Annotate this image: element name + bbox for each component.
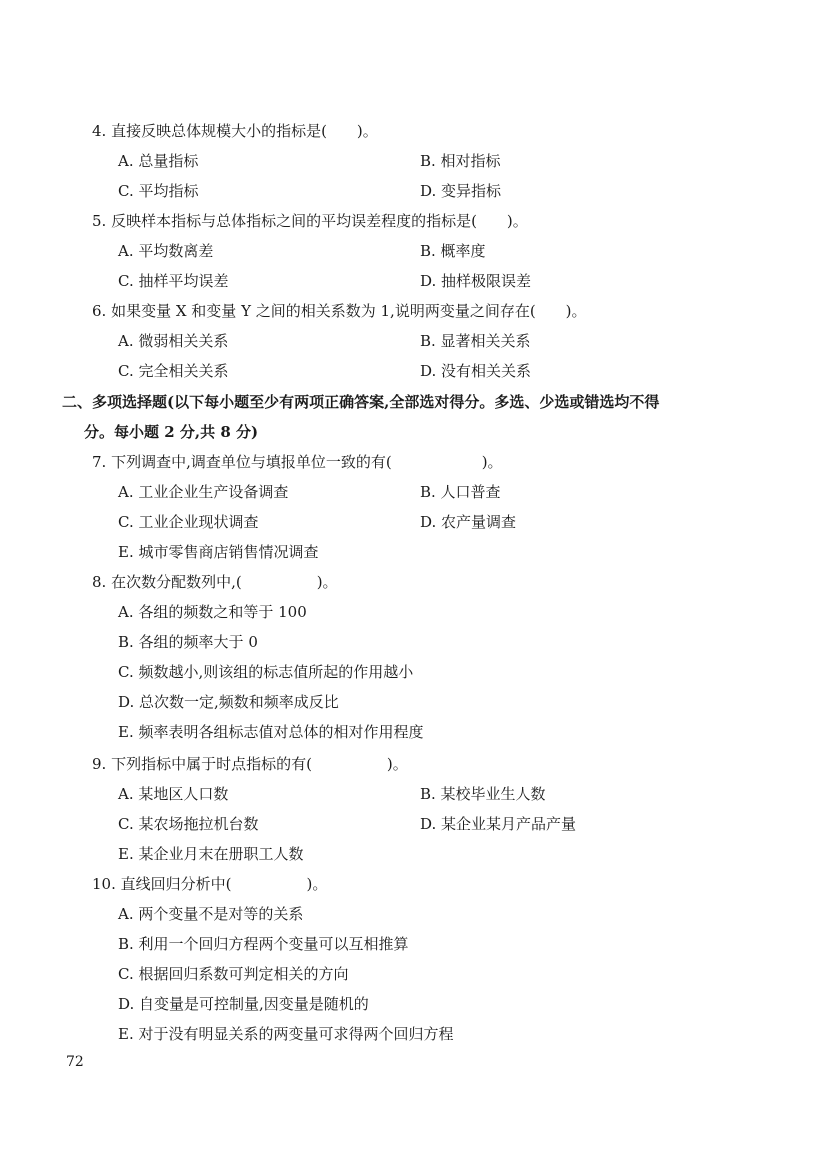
question-9-option-b: B. 某校毕业生人数 <box>420 785 546 803</box>
question-5-stem: 5. 反映样本指标与总体指标之间的平均误差程度的指标是( )。 <box>92 212 528 230</box>
question-10-option-c: C. 根据回归系数可判定相关的方向 <box>118 965 349 983</box>
question-6-option-b: B. 显著相关关系 <box>420 332 531 350</box>
question-8-stem: 8. 在次数分配数列中,( )。 <box>92 573 338 591</box>
question-10-option-b: B. 利用一个回归方程两个变量可以互相推算 <box>118 935 409 953</box>
question-10-stem: 10. 直线回归分析中( )。 <box>92 875 328 893</box>
question-10-option-a: A. 两个变量不是对等的关系 <box>118 905 304 923</box>
question-8-option-c: C. 频数越小,则该组的标志值所起的作用越小 <box>118 663 414 681</box>
section-2-title: 二、多项选择题(以下每小题至少有两项正确答案,全部选对得分。多选、少选或错选均不得 <box>62 393 660 411</box>
question-10-option-d: D. 自变量是可控制量,因变量是随机的 <box>118 995 369 1013</box>
question-7-option-d: D. 农产量调查 <box>420 513 517 531</box>
question-7-option-a: A. 工业企业生产设备调查 <box>118 483 289 501</box>
question-5-option-d: D. 抽样极限误差 <box>420 272 532 290</box>
question-4-option-a: A. 总量指标 <box>118 152 199 170</box>
question-9-stem: 9. 下列指标中属于时点指标的有( )。 <box>92 755 408 773</box>
question-8-option-a: A. 各组的频数之和等于 100 <box>118 603 307 621</box>
question-9-option-a: A. 某地区人口数 <box>118 785 229 803</box>
section-2-title-cont: 分。每小题 2 分,共 8 分) <box>84 423 259 441</box>
question-7-option-c: C. 工业企业现状调查 <box>118 513 259 531</box>
question-5-option-a: A. 平均数离差 <box>118 242 214 260</box>
question-7-option-b: B. 人口普查 <box>420 483 501 501</box>
question-4-option-d: D. 变异指标 <box>420 182 502 200</box>
question-7-option-e: E. 城市零售商店销售情况调查 <box>118 543 319 561</box>
question-9-option-c: C. 某农场拖拉机台数 <box>118 815 259 833</box>
question-8-option-d: D. 总次数一定,频数和频率成反比 <box>118 693 339 711</box>
question-7-stem: 7. 下列调查中,调查单位与填报单位一致的有( )。 <box>92 453 503 471</box>
question-4-stem: 4. 直接反映总体规模大小的指标是( )。 <box>92 122 378 140</box>
question-4-option-b: B. 相对指标 <box>420 152 501 170</box>
question-5-option-c: C. 抽样平均误差 <box>118 272 229 290</box>
question-10-option-e: E. 对于没有明显关系的两变量可求得两个回归方程 <box>118 1025 454 1043</box>
question-6-stem: 6. 如果变量 X 和变量 Y 之间的相关系数为 1,说明两变量之间存在( )。 <box>92 302 587 320</box>
question-4-option-c: C. 平均指标 <box>118 182 199 200</box>
question-8-option-e: E. 频率表明各组标志值对总体的相对作用程度 <box>118 723 424 741</box>
page-number: 72 <box>66 1054 84 1070</box>
question-8-option-b: B. 各组的频率大于 0 <box>118 633 258 651</box>
question-6-option-d: D. 没有相关关系 <box>420 362 532 380</box>
question-9-option-e: E. 某企业月末在册职工人数 <box>118 845 304 863</box>
question-9-option-d: D. 某企业某月产品产量 <box>420 815 577 833</box>
question-5-option-b: B. 概率度 <box>420 242 486 260</box>
question-6-option-a: A. 微弱相关关系 <box>118 332 229 350</box>
question-6-option-c: C. 完全相关关系 <box>118 362 229 380</box>
